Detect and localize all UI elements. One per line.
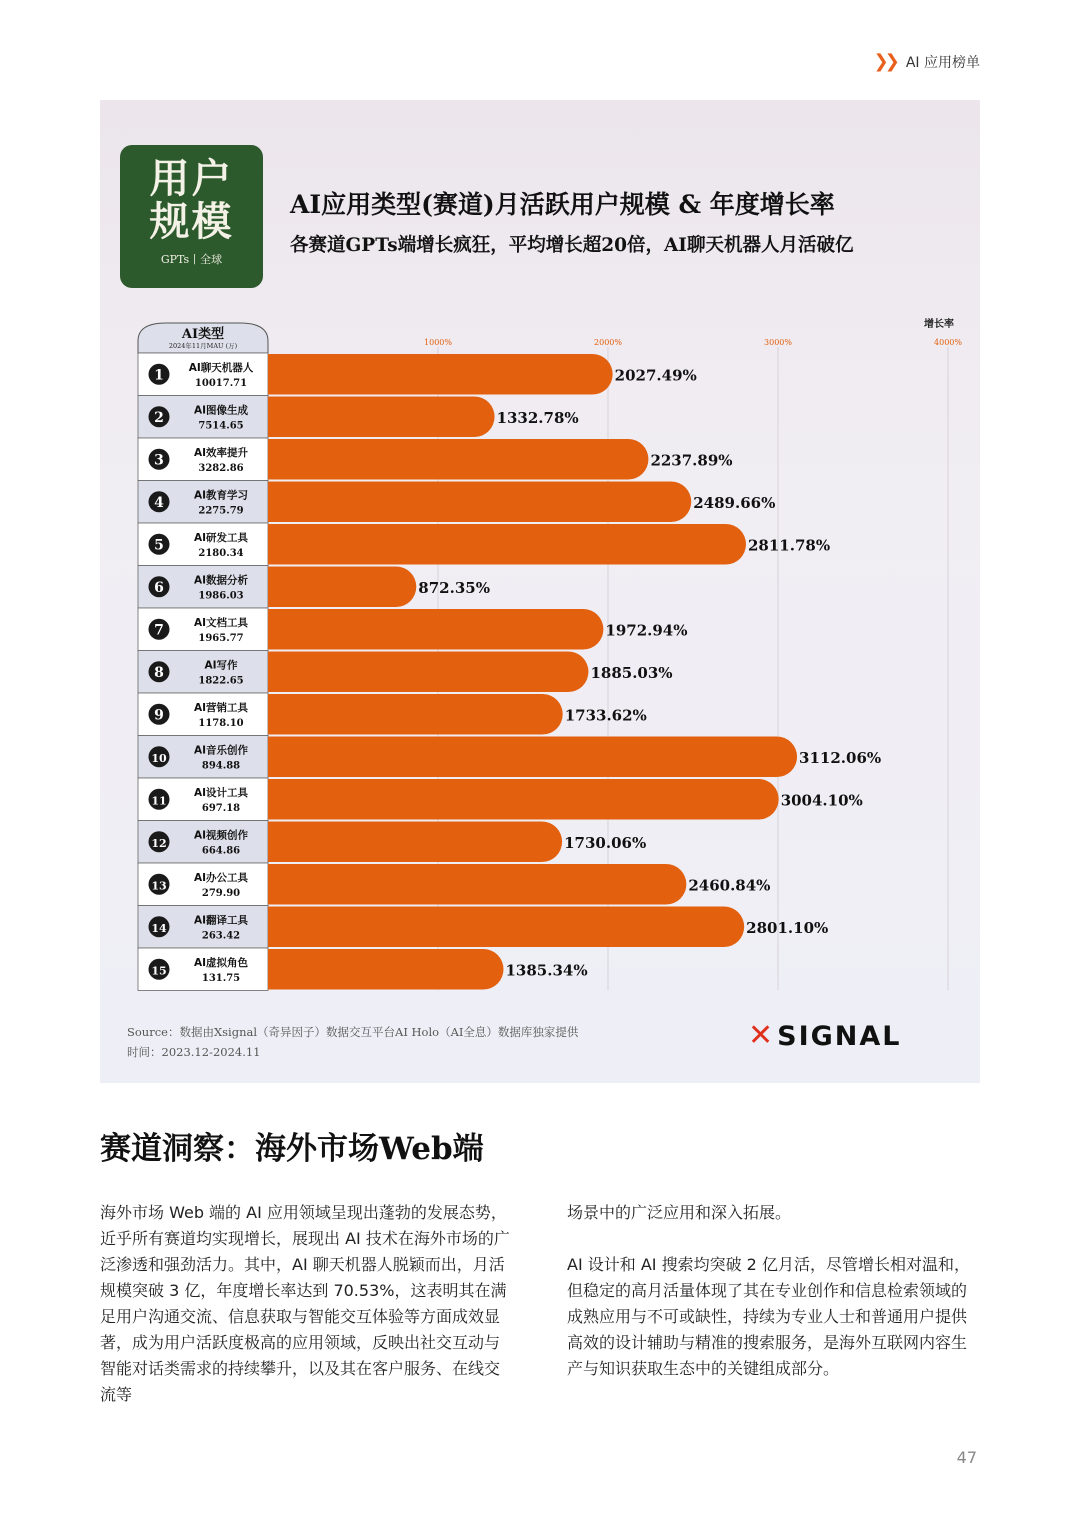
table-header: AI类型 bbox=[181, 327, 225, 342]
tick-label: 4000% bbox=[934, 338, 962, 347]
chart-figure bbox=[100, 100, 980, 1083]
category-name: AI效率提升 bbox=[193, 447, 249, 459]
body-right-column bbox=[567, 1200, 979, 1382]
category-mau: 1986.03 bbox=[198, 590, 244, 602]
category-mau: 3282.86 bbox=[198, 463, 244, 474]
category-mau: 697.18 bbox=[201, 803, 241, 814]
category-name: AI研发工具 bbox=[193, 532, 249, 544]
category-name: AI图像生成 bbox=[193, 404, 249, 417]
rank-number: 15 bbox=[151, 964, 167, 978]
bar-value-label: 1730.06% bbox=[564, 833, 647, 852]
category-name: AI办公工具 bbox=[193, 872, 249, 884]
bar-chart bbox=[100, 100, 980, 1083]
category-name: AI虚拟角色 bbox=[193, 957, 249, 969]
source-note bbox=[127, 1022, 578, 1062]
bar bbox=[268, 439, 648, 480]
bar bbox=[268, 822, 562, 863]
bar bbox=[268, 779, 779, 820]
category-mau: 2180.34 bbox=[198, 548, 244, 559]
category-mau: 279.90 bbox=[201, 888, 241, 899]
body-paragraph: 场景中的广泛应用和深入拓展。 bbox=[567, 1203, 792, 1222]
bar bbox=[268, 864, 686, 905]
logo-text: SIGNAL bbox=[777, 1021, 902, 1052]
category-name: AI数据分析 bbox=[193, 574, 249, 587]
bar bbox=[268, 609, 603, 650]
double-chevron-icon: ❯❯ bbox=[873, 51, 896, 72]
category-mau: 664.86 bbox=[201, 845, 241, 857]
rank-number: 1 bbox=[154, 367, 164, 384]
rank-number: 7 bbox=[154, 622, 164, 639]
category-name: AI营销工具 bbox=[193, 702, 249, 714]
category-mau: 2275.79 bbox=[198, 505, 244, 517]
tick-label: 1000% bbox=[424, 338, 452, 347]
section-heading: 赛道洞察：海外市场Web端 bbox=[100, 1131, 484, 1167]
rank-number: 4 bbox=[154, 494, 164, 511]
bar bbox=[268, 949, 504, 990]
category-mau: 131.75 bbox=[201, 973, 241, 984]
bar bbox=[268, 737, 797, 778]
bar bbox=[268, 652, 588, 693]
bar-value-label: 3112.06% bbox=[799, 748, 882, 767]
rank-number: 8 bbox=[154, 664, 164, 681]
rank-number: 14 bbox=[151, 921, 167, 935]
category-mau: 10017.71 bbox=[194, 378, 248, 389]
rank-number: 11 bbox=[151, 794, 167, 808]
badge-caption: GPTs丨全球 bbox=[160, 253, 223, 266]
bar-value-label: 2489.66% bbox=[693, 493, 776, 512]
section-tag-label: AI 应用榜单 bbox=[905, 54, 980, 71]
category-mau: 894.88 bbox=[201, 760, 241, 772]
bar bbox=[268, 397, 495, 438]
bar bbox=[268, 482, 691, 523]
source-line: Source：数据由Xsignal（奇异因子）数据交互平台AI Holo（AI全息）数据库独家提供 bbox=[127, 1025, 579, 1039]
bar-value-label: 2801.10% bbox=[746, 918, 829, 937]
category-name: AI翻译工具 bbox=[193, 914, 249, 927]
category-mau: 1178.10 bbox=[198, 718, 244, 729]
value-axis-label: 增长率 bbox=[924, 319, 954, 330]
badge-line2: 规模 bbox=[149, 198, 234, 245]
section-tag bbox=[874, 51, 980, 72]
bar-value-label: 2460.84% bbox=[688, 876, 771, 895]
logo-mark: ✕ bbox=[748, 1018, 776, 1053]
time-line: 时间：2023.12-2024.11 bbox=[127, 1045, 261, 1059]
bar-value-label: 3004.10% bbox=[780, 791, 863, 810]
category-name: AI文档工具 bbox=[193, 617, 249, 629]
category-mau: 7514.65 bbox=[198, 420, 244, 432]
bar-value-label: 1972.94% bbox=[605, 621, 688, 640]
rank-number: 2 bbox=[154, 409, 164, 426]
rank-number: 13 bbox=[151, 879, 167, 893]
page-number: 47 bbox=[956, 1448, 977, 1467]
bar-value-label: 2027.49% bbox=[614, 366, 697, 385]
bar-value-label: 1885.03% bbox=[590, 663, 673, 682]
bar-value-label: 1733.62% bbox=[564, 706, 647, 725]
category-name: AI写作 bbox=[204, 659, 238, 672]
bar-value-label: 1332.78% bbox=[496, 408, 579, 427]
category-name: AI教育学习 bbox=[193, 489, 249, 502]
bar bbox=[268, 567, 416, 608]
bar-value-label: 2237.89% bbox=[650, 451, 733, 470]
chart-title: AI应用类型(赛道)月活跃用户规模 & 年度增长率 bbox=[290, 190, 835, 219]
xsignal-logo bbox=[748, 1018, 902, 1053]
rank-number: 3 bbox=[154, 452, 164, 469]
rank-number: 12 bbox=[151, 836, 167, 850]
category-name: AI设计工具 bbox=[193, 787, 249, 799]
rank-number: 9 bbox=[154, 707, 164, 724]
category-mau: 1822.65 bbox=[198, 675, 244, 687]
rank-number: 10 bbox=[151, 751, 167, 765]
bar-value-label: 2811.78% bbox=[748, 536, 831, 555]
body-left-column bbox=[100, 1200, 512, 1408]
tick-label: 2000% bbox=[594, 338, 622, 347]
chart-subtitle: 各赛道GPTs端增长疯狂，平均增长超20倍，AI聊天机器人月活破亿 bbox=[290, 235, 854, 256]
bar bbox=[268, 694, 563, 735]
category-name: AI视频创作 bbox=[193, 829, 249, 842]
category-mau: 263.42 bbox=[201, 930, 241, 942]
category-name: AI音乐创作 bbox=[193, 744, 249, 757]
body-paragraph: 海外市场 Web 端的 AI 应用领域呈现出蓬勃的发展态势，近乎所有赛道均实现增长，展现出 AI 技术在海外市场的广泛渗透和强劲活力。其中，AI 聊天机器人脱颖而出，月活规模突破 3 亿，年度增长率达到 70.53%，这表明其在满足用户沟通交流、信息获取与智能交互体验等方面成效显著，成为用户活跃度极高的应用领域，反映出社交互动与智能对话类需求的持续攀升，以及其在客户服务、在线交流等 bbox=[100, 1203, 510, 1404]
body-paragraph: AI 设计和 AI 搜索均突破 2 亿月活，尽管增长相对温和，但稳定的高月活量体现了其在专业创作和信息检索领域的成熟应用与不可或缺性，持续为专业人士和普通用户提供高效的设计辅助与精准的搜索服务，是海外互联网内容生产与知识获取生态中的关键组成部分。 bbox=[567, 1255, 970, 1378]
category-name: AI聊天机器人 bbox=[188, 362, 254, 374]
badge-line1: 用户 bbox=[149, 155, 234, 202]
rank-number: 5 bbox=[154, 537, 164, 554]
bar-value-label: 1385.34% bbox=[505, 961, 588, 980]
tick-label: 3000% bbox=[764, 338, 792, 347]
bar bbox=[268, 907, 744, 948]
category-mau: 1965.77 bbox=[198, 633, 244, 644]
bar bbox=[268, 354, 613, 395]
table-subheader: 2024年11月MAU (万) bbox=[168, 342, 238, 350]
bar bbox=[268, 524, 746, 565]
rank-number: 6 bbox=[154, 579, 164, 596]
bar-value-label: 872.35% bbox=[418, 578, 490, 597]
